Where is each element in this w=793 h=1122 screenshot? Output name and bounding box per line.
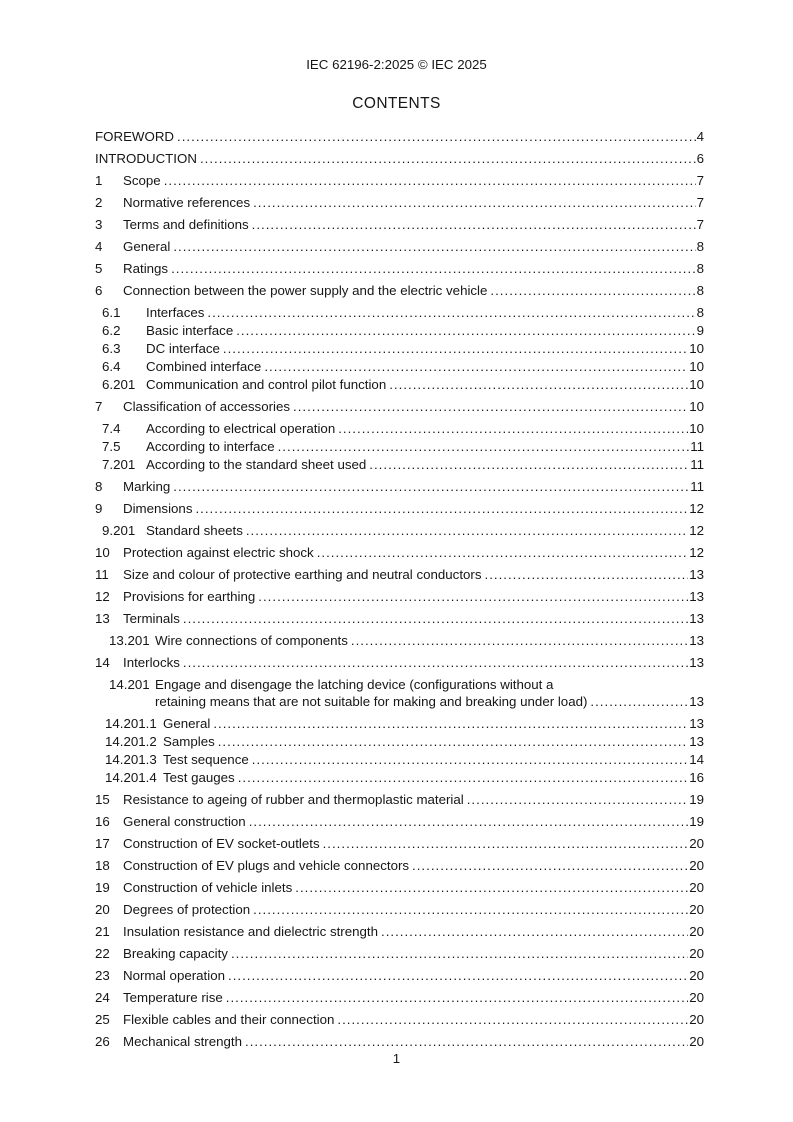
toc-entry-title: Standard sheets [146, 523, 243, 538]
toc-entry-title: Degrees of protection [123, 902, 251, 917]
toc-entry[interactable] [95, 813, 704, 830]
dot-leader [412, 857, 688, 874]
toc-entry[interactable] [95, 456, 704, 473]
toc-entry-title: Normal operation [123, 968, 225, 983]
toc-entry-title: Communication and control pilot function [146, 377, 387, 392]
toc-entry-title: Marking [123, 479, 171, 494]
toc-entry-number: 6.201 [102, 377, 136, 392]
toc-entry-page: 11 [690, 457, 704, 472]
toc-entry-number: 16 [95, 814, 110, 829]
dot-leader [183, 654, 688, 671]
toc-entry-page: 10 [689, 399, 704, 414]
toc-entry-title: Provisions for earthing [123, 589, 256, 604]
toc-entry-title: Temperature rise [123, 990, 223, 1005]
toc-entry-page: 12 [689, 523, 704, 538]
toc-entry-page: 13 [689, 734, 704, 749]
toc-entry-page: 16 [689, 770, 704, 785]
toc-entry-number: 5 [95, 261, 103, 276]
toc-entry-page: 19 [689, 814, 704, 829]
toc-entry-page: 8 [696, 283, 704, 298]
toc-entry-title: Interlocks [123, 655, 180, 670]
toc-entry-number: 14.201.3 [105, 752, 157, 767]
dot-leader [389, 376, 688, 393]
toc-entry-page: 13 [689, 716, 704, 731]
dot-leader [173, 478, 689, 495]
dot-leader [258, 588, 688, 605]
toc-entry-title: Insulation resistance and dielectric strength [123, 924, 378, 939]
dot-leader [249, 813, 689, 830]
toc-entry-page: 13 [689, 655, 704, 670]
toc-entry[interactable] [95, 544, 704, 561]
toc-entry-number: 9 [95, 501, 103, 516]
toc-entry-title: General [163, 716, 211, 731]
toc-entry-title: According to the standard sheet used [146, 457, 367, 472]
toc-entry[interactable] [95, 150, 704, 167]
toc-entry[interactable] [95, 676, 704, 710]
dot-leader [173, 238, 695, 255]
toc-entry-number: 24 [95, 990, 110, 1005]
toc-entry-page: 8 [696, 239, 704, 254]
toc-entry-page: 7 [696, 217, 704, 232]
toc-entry-number: 18 [95, 858, 110, 873]
toc-entry-title: General [123, 239, 171, 254]
toc-entry[interactable] [95, 791, 704, 808]
toc-entry-page: 7 [696, 195, 704, 210]
running-header: IEC 62196-2:2025 © IEC 2025 [306, 57, 487, 72]
dot-leader [195, 500, 688, 517]
table-of-contents [95, 128, 704, 1050]
toc-entry-page: 10 [689, 341, 704, 356]
toc-entry[interactable] [95, 857, 704, 874]
toc-entry[interactable] [95, 901, 704, 918]
toc-entry-page: 20 [689, 858, 704, 873]
toc-entry[interactable] [95, 260, 704, 277]
toc-entry-title: Wire connections of components [155, 633, 348, 648]
dot-leader [231, 945, 688, 962]
toc-entry[interactable] [95, 715, 704, 732]
toc-entry[interactable] [95, 1033, 704, 1050]
dot-leader [381, 923, 688, 940]
toc-entry[interactable] [95, 733, 704, 750]
dot-leader [485, 566, 689, 583]
toc-entry[interactable] [95, 751, 704, 768]
toc-entry[interactable] [95, 945, 704, 962]
toc-entry-number: 6.1 [102, 305, 121, 320]
toc-entry[interactable] [95, 588, 704, 605]
toc-entry-page: 13 [689, 633, 704, 648]
toc-entry-title: Dimensions [123, 501, 193, 516]
toc-entry-title: Basic interface [146, 323, 234, 338]
toc-entry-number: 17 [95, 836, 110, 851]
contents-heading: CONTENTS [352, 95, 441, 112]
dot-leader [295, 879, 688, 896]
toc-entry-title: Flexible cables and their connection [123, 1012, 335, 1027]
dot-leader [228, 967, 688, 984]
toc-entry-page: 13 [689, 589, 704, 604]
toc-entry-title: Breaking capacity [123, 946, 228, 961]
dot-leader [252, 216, 696, 233]
toc-entry-page: 13 [689, 567, 704, 582]
toc-entry-title: Test sequence [163, 752, 249, 767]
toc-entry-number: 11 [95, 567, 109, 582]
toc-entry[interactable] [95, 500, 704, 517]
dot-leader [207, 304, 695, 321]
toc-entry-number: 20 [95, 902, 110, 917]
toc-entry-title: Ratings [123, 261, 169, 276]
toc-entry-number: 6 [95, 283, 103, 298]
toc-entry[interactable] [95, 194, 704, 211]
toc-entry[interactable] [95, 128, 704, 145]
toc-entry-page: 20 [689, 1034, 704, 1049]
toc-entry[interactable] [95, 478, 704, 495]
toc-entry-page: 6 [696, 151, 704, 166]
toc-entry[interactable] [95, 879, 704, 896]
dot-leader [317, 544, 689, 561]
toc-entry-number: 14 [95, 655, 110, 670]
dot-leader [246, 522, 688, 539]
toc-entry-title: Connection between the power supply and the electric vehicle [123, 283, 488, 298]
toc-entry-page: 10 [689, 377, 704, 392]
dot-leader [293, 398, 688, 415]
toc-entry[interactable] [95, 438, 704, 455]
toc-entry-page: 20 [689, 990, 704, 1005]
toc-entry-number: 12 [95, 589, 110, 604]
dot-leader [245, 1033, 688, 1050]
dot-leader [253, 194, 695, 211]
toc-entry-title: According to electrical operation [146, 421, 336, 436]
toc-entry-number: 13.201 [109, 633, 150, 648]
dot-leader [590, 693, 688, 710]
toc-entry[interactable] [95, 610, 704, 627]
toc-entry-title: Construction of EV socket-outlets [123, 836, 320, 851]
toc-entry-title: Samples [163, 734, 215, 749]
toc-entry-number: 26 [95, 1034, 110, 1049]
toc-entry[interactable] [95, 1011, 704, 1028]
toc-entry-number: 3 [95, 217, 103, 232]
toc-entry-page: 7 [696, 173, 704, 188]
toc-entry-page: 12 [689, 501, 704, 516]
toc-entry-title: Normative references [123, 195, 251, 210]
toc-entry[interactable] [95, 967, 704, 984]
toc-entry-number: 2 [95, 195, 103, 210]
toc-entry-number: 14.201.2 [105, 734, 157, 749]
dot-leader [238, 769, 688, 786]
toc-entry-page: 20 [689, 924, 704, 939]
toc-entry[interactable] [95, 376, 704, 393]
dot-leader [369, 456, 689, 473]
toc-entry-page: 20 [689, 946, 704, 961]
toc-entry-number: 23 [95, 968, 110, 983]
toc-entry-title: Resistance to ageing of rubber and thermoplastic material [123, 792, 464, 807]
toc-entry-title: Construction of vehicle inlets [123, 880, 293, 895]
toc-entry-page: 10 [689, 421, 704, 436]
dot-leader [236, 322, 695, 339]
toc-entry-number: 9.201 [102, 523, 136, 538]
dot-leader [226, 989, 688, 1006]
toc-entry-page: 12 [689, 545, 704, 560]
toc-entry-page: 13 [689, 694, 704, 709]
toc-entry-page: 8 [696, 305, 704, 320]
toc-entry-number: 7 [95, 399, 103, 414]
dot-leader [200, 150, 696, 167]
toc-entry-page: 8 [696, 261, 704, 276]
dot-leader [171, 260, 696, 277]
toc-entry-number: 8 [95, 479, 103, 494]
toc-entry-number: 13 [95, 611, 110, 626]
toc-entry-page: 4 [696, 129, 704, 144]
toc-entry-page: 10 [689, 359, 704, 374]
toc-entry-title: According to interface [146, 439, 275, 454]
toc-entry-number: 7.201 [102, 457, 136, 472]
toc-entry-page: 11 [690, 439, 704, 454]
toc-entry-title: Protection against electric shock [123, 545, 314, 560]
toc-entry[interactable] [95, 923, 704, 940]
toc-entry[interactable] [95, 304, 704, 321]
toc-entry-page: 20 [689, 902, 704, 917]
dot-leader [213, 715, 688, 732]
dot-leader [177, 128, 696, 145]
dot-leader [467, 791, 688, 808]
toc-entry-title: Size and colour of protective earthing and neutral conductors [123, 567, 482, 582]
toc-entry-page: 19 [689, 792, 704, 807]
toc-entry-page: 9 [696, 323, 704, 338]
toc-entry[interactable] [95, 172, 704, 189]
toc-entry-title: Terms and definitions [123, 217, 249, 232]
toc-entry-number: 14.201 [109, 677, 150, 692]
toc-entry[interactable] [95, 632, 704, 649]
toc-entry-title: Test gauges [163, 770, 235, 785]
toc-entry-title: Construction of EV plugs and vehicle connectors [123, 858, 410, 873]
toc-entry-number: 19 [95, 880, 110, 895]
dot-leader [490, 282, 695, 299]
toc-entry[interactable] [95, 216, 704, 233]
toc-entry-page: 11 [690, 479, 704, 494]
toc-entry-page: 20 [689, 1012, 704, 1027]
toc-entry-page: 14 [689, 752, 704, 767]
toc-entry[interactable] [95, 340, 704, 357]
toc-entry-title: Classification of accessories [123, 399, 291, 414]
toc-entry[interactable] [95, 358, 704, 375]
toc-entry-number: 22 [95, 946, 110, 961]
toc-entry[interactable] [95, 238, 704, 255]
toc-entry-title: Scope [123, 173, 161, 188]
toc-entry[interactable] [95, 322, 704, 339]
toc-entry[interactable] [95, 522, 704, 539]
dot-leader [351, 632, 688, 649]
toc-entry[interactable] [95, 835, 704, 852]
toc-entry-number: 25 [95, 1012, 110, 1027]
dot-leader [338, 420, 688, 437]
toc-entry-title: INTRODUCTION [95, 151, 197, 166]
toc-entry-number: 14.201.4 [105, 770, 157, 785]
toc-entry[interactable] [95, 398, 704, 415]
toc-entry-number: 10 [95, 545, 110, 560]
toc-entry-number: 15 [95, 792, 110, 807]
toc-entry-number: 14.201.1 [105, 716, 157, 731]
toc-entry-page: 13 [689, 611, 704, 626]
toc-entry-number: 21 [95, 924, 110, 939]
toc-entry-title: Terminals [123, 611, 180, 626]
dot-leader [278, 438, 690, 455]
page-number: 1 [392, 1051, 401, 1066]
toc-entry-number: 7.4 [102, 421, 121, 436]
toc-entry-number: 1 [95, 173, 103, 188]
toc-entry-title: Combined interface [146, 359, 262, 374]
toc-entry-number: 6.3 [102, 341, 121, 356]
toc-entry[interactable] [95, 989, 704, 1006]
toc-entry-page: 20 [689, 968, 704, 983]
toc-entry-page: 20 [689, 836, 704, 851]
toc-entry[interactable] [95, 420, 704, 437]
toc-entry-title: FOREWORD [95, 129, 175, 144]
toc-entry-page: 20 [689, 880, 704, 895]
dot-leader [323, 835, 689, 852]
dot-leader [223, 340, 688, 357]
dot-leader [337, 1011, 688, 1028]
dot-leader [253, 901, 688, 918]
dot-leader [264, 358, 688, 375]
toc-entry-title-continued: retaining means that are not suitable for making and breaking under load) [155, 694, 588, 709]
toc-entry-title: Mechanical strength [123, 1034, 242, 1049]
toc-entry-title: Engage and disengage the latching device (configurations without a [155, 677, 554, 692]
toc-entry-number: 7.5 [102, 439, 121, 454]
toc-entry-number: 4 [95, 239, 103, 254]
dot-leader [252, 751, 688, 768]
toc-entry[interactable] [95, 654, 704, 671]
toc-entry-title: General construction [123, 814, 246, 829]
dot-leader [218, 733, 688, 750]
dot-leader [183, 610, 688, 627]
toc-entry-title: Interfaces [146, 305, 205, 320]
toc-entry[interactable] [95, 769, 704, 786]
toc-entry-number: 6.4 [102, 359, 121, 374]
dot-leader [164, 172, 696, 189]
toc-entry-title: DC interface [146, 341, 220, 356]
toc-entry[interactable] [95, 566, 704, 583]
toc-entry-number: 6.2 [102, 323, 121, 338]
toc-entry[interactable] [95, 282, 704, 299]
